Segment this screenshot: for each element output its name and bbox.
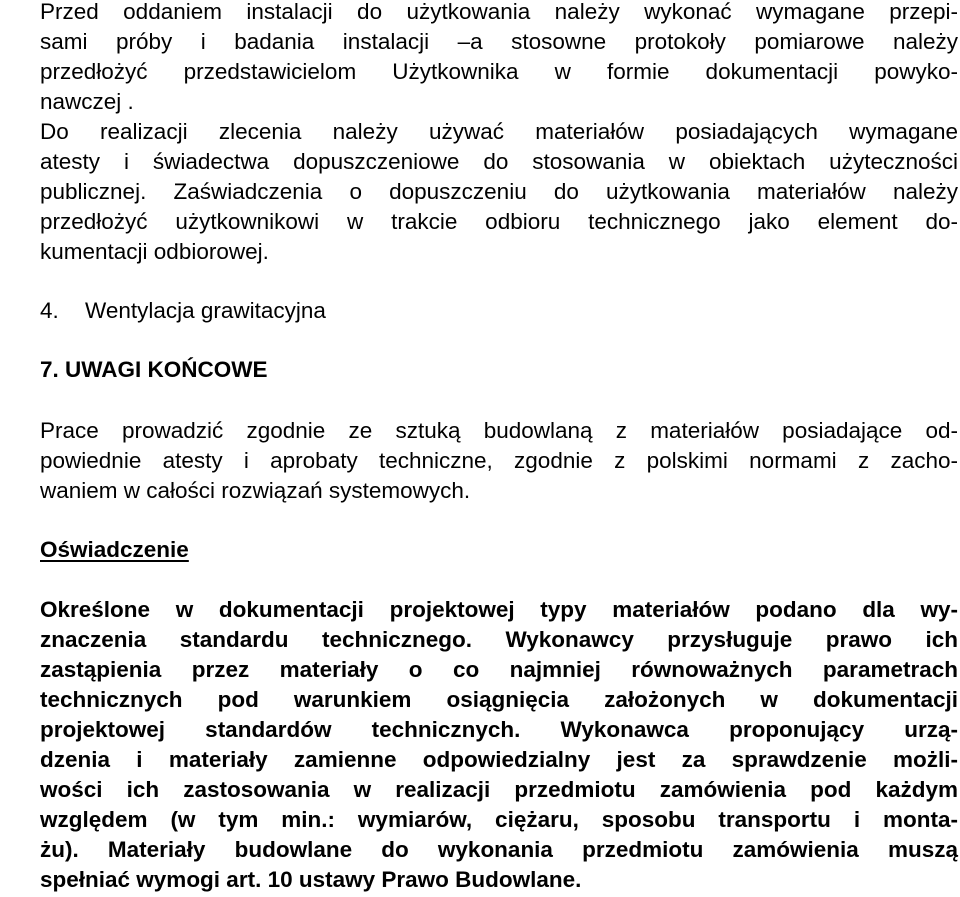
oswiadczenie-line-6: dzenia i materiały zamienne odpowiedzialny jest za sprawdzenie możli- — [40, 747, 958, 772]
paragraph1-line-3: przedłożyć przedstawicielom Użytkownika w formie dokumentacji powyko- — [40, 59, 958, 84]
section4-heading — [40, 296, 440, 326]
oswiadczenie-line-9: żu). Materiały budowlane do wykonania przedmiotu zamówienia muszą — [40, 837, 958, 862]
oswiadczenie-line-5: projektowej standardów technicznych. Wykonawca proponujący urzą- — [40, 717, 958, 742]
oswiadczenie-line-4: technicznych pod warunkiem osiągnięcia założonych w dokumentacji — [40, 687, 958, 712]
paragraph3-line-2: powiednie atesty i aprobaty techniczne, zgodnie z polskimi normami z zacho- — [40, 448, 958, 473]
paragraph2-line-4: przedłożyć użytkownikowi w trakcie odbioru technicznego jako element do- — [40, 209, 958, 234]
oswiadczenie-line-3: zastąpienia przez materiały o co najmniej równoważnych parametrach — [40, 657, 958, 682]
paragraph1-line-4: nawczej . — [40, 89, 134, 114]
oswiadczenie-heading: Oświadczenie — [40, 537, 189, 562]
oswiadczenie-line-2: znaczenia standardu technicznego. Wykonawcy przysługuje prawo ich — [40, 627, 958, 652]
paragraph1-line-2: sami próby i badania instalacji –a stosowne protokoły pomiarowe należy — [40, 29, 958, 54]
paragraph2-line-1: Do realizacji zlecenia należy używać materiałów posiadających wymagane — [40, 119, 958, 144]
oswiadczenie-line-7: wości ich zastosowania w realizacji przedmiotu zamówienia pod każdym — [40, 777, 958, 802]
paragraph3-line-1: Prace prowadzić zgodnie ze sztuką budowlaną z materiałów posiadające od- — [40, 418, 958, 443]
section4-number: 4. — [40, 298, 59, 323]
paragraph2-line-2: atesty i świadectwa dopuszczeniowe do stosowania w obiektach użyteczności — [40, 149, 958, 174]
oswiadczenie-line-10: spełniać wymogi art. 10 ustawy Prawo Budowlane. — [40, 867, 582, 892]
paragraph2-line-5: kumentacji odbiorowej. — [40, 239, 269, 264]
paragraph3-line-3: waniem w całości rozwiązań systemowych. — [40, 478, 471, 503]
paragraph1-line-1: Przed oddaniem instalacji do użytkowania należy wykonać wymagane przepi- — [40, 0, 958, 24]
section7-heading: 7. UWAGI KOŃCOWE — [40, 357, 268, 382]
section4-title: Wentylacja grawitacyjna — [85, 298, 326, 323]
oswiadczenie-line-8: względem (w tym min.: wymiarów, ciężaru, sposobu transportu i monta- — [40, 807, 958, 832]
oswiadczenie-line-1: Określone w dokumentacji projektowej typy materiałów podano dla wy- — [40, 597, 958, 622]
paragraph2-line-3: publicznej. Zaświadczenia o dopuszczeniu do użytkowania materiałów należy — [40, 179, 958, 204]
